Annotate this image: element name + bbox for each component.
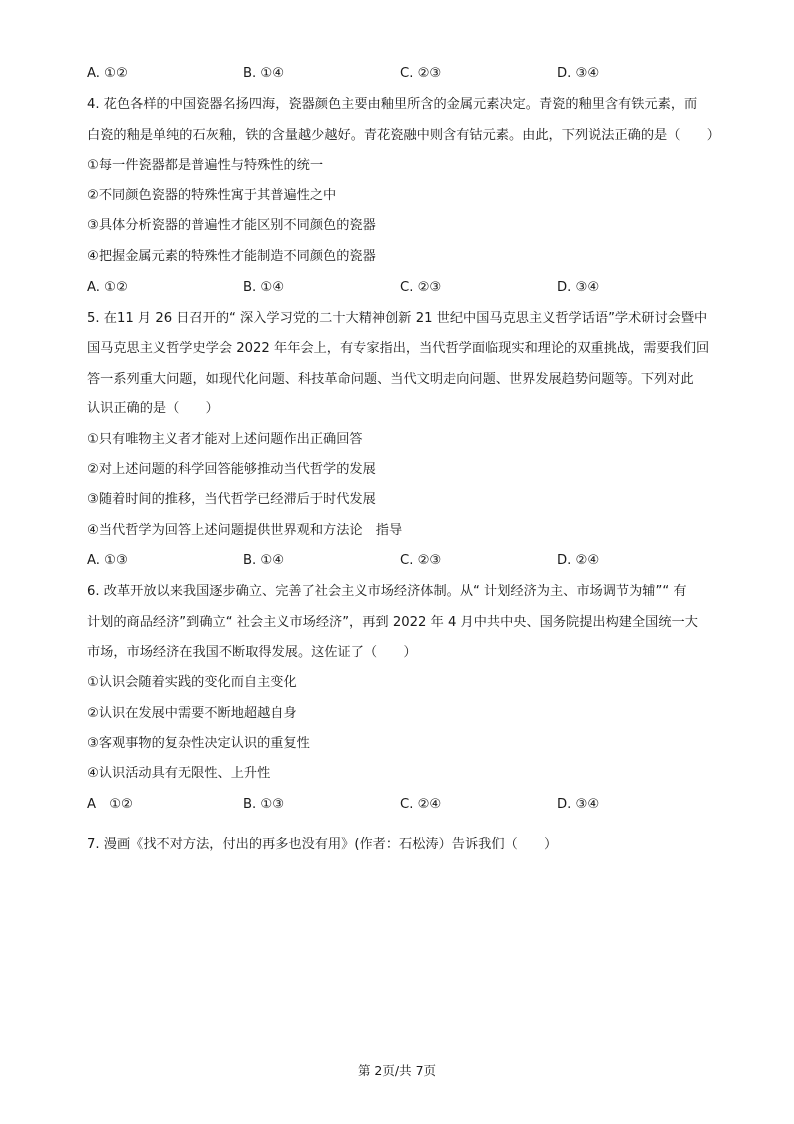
- page-number: 第 2页/共 7页: [357, 1063, 437, 1078]
- q5-statement-4: ④当代哲学为回答上述问题提供世界观和方法论 指导: [87, 523, 403, 538]
- q4-statement-1: ①每一件瓷器都是普遍性与特殊性的统一: [87, 158, 324, 173]
- q5-stem-line-3: 答一系列重大问题，如现代化问题、科技革命问题、当代文明走向问题、世界发展趋势问题等。下列对此: [87, 372, 694, 387]
- q6-options: [87, 796, 727, 814]
- q3-option-d[interactable]: D. ③④: [557, 66, 600, 81]
- q5-option-a[interactable]: A. ①③: [87, 553, 128, 568]
- q4-statement-2: ②不同颜色瓷器的特殊性寓于其普遍性之中: [87, 188, 337, 203]
- q5-stem-line-4: 认识正确的是（ ）: [87, 401, 219, 416]
- q5-option-d[interactable]: D. ②④: [557, 553, 600, 568]
- q6-stem-line-3: 市场，市场经济在我国不断取得发展。这佐证了（ ）: [87, 645, 417, 660]
- q3-option-c[interactable]: C. ②③: [400, 66, 442, 81]
- q4-option-b[interactable]: B. ①④: [243, 280, 285, 295]
- q4-option-a[interactable]: A. ①②: [87, 280, 128, 295]
- q4-stem-line-1: 4. 花色各样的中国瓷器名扬四海，瓷器颜色主要由釉里所含的金属元素决定。青瓷的釉里含有铁元素，而: [87, 97, 698, 112]
- q6-statement-1: ①认识会随着实践的变化而自主变化: [87, 675, 297, 690]
- q6-option-b[interactable]: B. ①③: [243, 797, 285, 812]
- q5-statement-3: ③随着时间的推移，当代哲学已经滞后于时代发展: [87, 492, 376, 507]
- q7-stem: 7. 漫画《找不对方法，付出的再多也没有用》(作者：石松涛）告诉我们（ ）: [87, 837, 558, 852]
- q5-stem-line-1: 5. 在11 月 26 日召开的“ 深入学习党的二十大精神创新 21 世纪中国马克思主义哲学话语”学术研讨会暨中: [87, 311, 708, 326]
- q5-statement-2: ②对上述问题的科学回答能够推动当代哲学的发展: [87, 462, 376, 477]
- q5-option-b[interactable]: B. ①④: [243, 553, 285, 568]
- q3-option-b[interactable]: B. ①④: [243, 66, 285, 81]
- q3-option-a[interactable]: A. ①②: [87, 66, 128, 81]
- q4-stem-line-2: 白瓷的釉是单纯的石灰釉，铁的含量越少越好。青花瓷融中则含有钴元素。由此，下列说法正确的是（ ）: [87, 128, 720, 143]
- q6-option-c[interactable]: C. ②④: [400, 797, 442, 812]
- q4-option-d[interactable]: D. ③④: [557, 280, 600, 295]
- q4-statement-4: ④把握金属元素的特殊性才能制造不同颜色的瓷器: [87, 249, 376, 264]
- q5-statement-1: ①只有唯物主义者才能对上述问题作出正确回答: [87, 432, 363, 447]
- q6-option-d[interactable]: D. ③④: [557, 797, 600, 812]
- q4-option-c[interactable]: C. ②③: [400, 280, 442, 295]
- q5-stem-line-2: 国马克思主义哲学史学会 2022 年年会上，有专家指出，当代哲学面临现实和理论的双重挑战，需要我们回: [87, 341, 710, 356]
- q5-options: [87, 552, 727, 570]
- q6-stem-line-1: 6. 改革开放以来我国逐步确立、完善了社会主义市场经济体制。从“ 计划经济为主、市场调节为辅”“ 有: [87, 584, 687, 599]
- q3-options: [87, 65, 727, 83]
- q6-option-a[interactable]: A ①②: [87, 797, 133, 812]
- q6-stem-line-2: 计划的商品经济”到确立“ 社会主义市场经济”，再到 2022 年 4 月中共中央、国务院提出构建全国统一大: [87, 615, 698, 630]
- q4-options: [87, 279, 727, 297]
- q5-option-c[interactable]: C. ②③: [400, 553, 442, 568]
- q6-statement-4: ④认识活动具有无限性、上升性: [87, 766, 271, 781]
- q6-statement-3: ③客观事物的复杂性决定认识的重复性: [87, 736, 310, 751]
- q6-statement-2: ②认识在发展中需要不断地超越自身: [87, 706, 297, 721]
- q4-statement-3: ③具体分析瓷器的普遍性才能区别不同颜色的瓷器: [87, 218, 376, 233]
